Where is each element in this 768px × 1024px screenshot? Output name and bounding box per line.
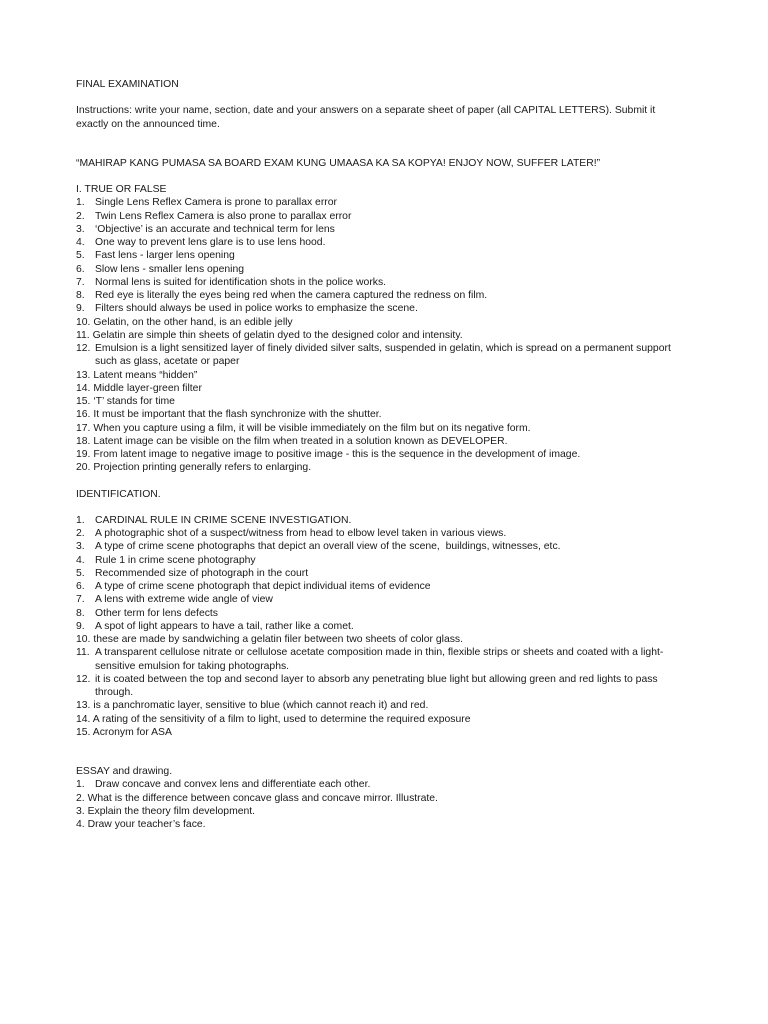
list-item	[76, 620, 696, 633]
list-item	[76, 289, 696, 302]
essay-heading: ESSAY and drawing.	[76, 766, 173, 777]
item-number: 16.	[76, 409, 91, 421]
item-number: 4.	[76, 819, 85, 830]
true-or-false-list	[76, 196, 696, 474]
item-number: 10.	[76, 634, 91, 645]
item-number: 1.	[76, 197, 85, 209]
item-text: Latent image can be visible on the film when treated in a solution known as DEVELOPER.	[93, 435, 508, 447]
item-number: 19.	[76, 449, 91, 460]
item-number: 8.	[76, 290, 85, 301]
item-number: 3.	[76, 805, 85, 817]
item-number: 4.	[76, 237, 85, 248]
list-item	[76, 673, 696, 700]
list-item	[76, 276, 696, 289]
item-text: Rule 1 in crime scene photography	[95, 554, 256, 566]
list-item	[76, 316, 696, 329]
item-text: Other term for lens defects	[95, 607, 219, 619]
item-text: Recommended size of photograph in the court	[95, 567, 309, 579]
item-number: 14.	[76, 382, 91, 394]
list-item	[76, 805, 696, 818]
item-number: 6.	[76, 581, 85, 592]
exam-document	[76, 78, 696, 831]
list-item	[76, 448, 696, 461]
list-item	[76, 196, 696, 209]
essay-list	[76, 778, 696, 831]
item-text: Middle layer-green filter	[93, 382, 202, 394]
item-text: Gelatin are simple thin sheets of gelatin dyed to the designed color and intensity.	[92, 329, 463, 341]
item-number: 17.	[76, 422, 91, 434]
item-text: Draw concave and convex lens and differentiate each other.	[95, 779, 371, 791]
list-item	[76, 249, 696, 262]
item-number: 3.	[76, 541, 85, 553]
list-item	[76, 633, 696, 646]
list-item	[76, 646, 696, 673]
item-number: 7.	[76, 276, 85, 288]
list-item	[76, 223, 696, 236]
true-or-false-heading: I. TRUE OR FALSE	[76, 184, 167, 195]
item-text: Latent means “hidden”	[93, 369, 198, 381]
item-text: When you capture using a film, it will be visible immediately on the film but on its negative form.	[93, 422, 531, 434]
list-item	[76, 210, 696, 223]
item-number: 12.	[76, 673, 91, 685]
list-item	[76, 554, 696, 567]
item-text: Emulsion is a light sensitized layer of finely divided silver salts, suspended in gelatin, which is spread on a permanent support such as glass, acetate or paper	[95, 343, 671, 368]
list-item	[76, 422, 696, 435]
item-text: Fast lens - larger lens opening	[95, 250, 235, 262]
item-number: 13.	[76, 700, 91, 712]
item-text: A rating of the sensitivity of a film to light, used to determine the required exposure	[92, 713, 471, 725]
list-item	[76, 567, 696, 580]
item-text: it is coated between the top and second layer to absorb any penetrating blue light but allowing green and red lights to pass through.	[95, 673, 658, 698]
instructions-text: Instructions: write your name, section, date and your answers on a separate sheet of paper (all CAPITAL LETTERS). Submit it exactly on the announced time.	[76, 105, 656, 130]
identification-section	[76, 488, 696, 740]
item-number: 20.	[76, 462, 91, 474]
item-number: 14.	[76, 713, 91, 725]
item-text: What is the difference between concave glass and concave mirror. Illustrate.	[87, 792, 438, 804]
item-text: is a panchromatic layer, sensitive to blue (which cannot reach it) and red.	[93, 700, 429, 712]
item-text: Twin Lens Reflex Camera is also prone to parallax error	[95, 210, 352, 222]
item-text: Single Lens Reflex Camera is prone to parallax error	[95, 197, 337, 209]
item-text: A lens with extreme wide angle of view	[95, 594, 273, 606]
item-number: 2.	[76, 210, 85, 222]
list-item	[76, 818, 696, 831]
list-item	[76, 726, 696, 739]
item-text: Projection printing generally refers to enlarging.	[93, 462, 312, 474]
item-text: A photographic shot of a suspect/witness from head to elbow level taken in various views.	[95, 528, 507, 539]
list-item	[76, 699, 696, 712]
item-number: 2.	[76, 528, 85, 539]
item-text: A spot of light appears to have a tail, rather like a comet.	[95, 620, 354, 632]
item-text: these are made by sandwiching a gelatin filer between two sheets of color glass.	[93, 634, 463, 645]
item-text: It must be important that the flash synchronize with the shutter.	[93, 409, 382, 421]
list-item	[76, 342, 696, 369]
item-number: 5.	[76, 250, 85, 262]
list-item	[76, 713, 696, 726]
item-number: 7.	[76, 594, 85, 606]
item-text: Slow lens - smaller lens opening	[95, 263, 245, 275]
item-text: From latent image to negative image to positive image - this is the sequence in the development of image.	[93, 449, 581, 460]
motivational-quote: “MAHIRAP KANG PUMASA SA BOARD EXAM KUNG UMAASA KA SA KOPYA! ENJOY NOW, SUFFER LATER!”	[76, 157, 601, 169]
item-number: 2.	[76, 792, 85, 804]
item-text: Filters should always be used in police works to emphasize the scene.	[95, 303, 418, 315]
true-or-false-section	[76, 183, 696, 475]
item-text: A type of crime scene photograph that depict individual items of evidence	[95, 581, 431, 592]
identification-list	[76, 514, 696, 739]
item-number: 8.	[76, 607, 85, 619]
list-item	[76, 792, 696, 805]
item-number: 15.	[76, 396, 91, 407]
item-text: Normal lens is suited for identification shots in the police works.	[95, 276, 387, 288]
item-number: 9.	[76, 303, 85, 315]
item-number: 12.	[76, 343, 91, 354]
list-item	[76, 302, 696, 315]
exam-title: FINAL EXAMINATION	[76, 79, 179, 90]
item-text: Acronym for ASA	[92, 726, 172, 738]
list-item	[76, 369, 696, 382]
item-number: 13.	[76, 369, 91, 381]
item-number: 1.	[76, 779, 85, 791]
item-number: 15.	[76, 726, 91, 738]
list-item	[76, 435, 696, 448]
item-text: A transparent cellulose nitrate or cellulose acetate composition made in thin, flexible strips or sheets and coated with a light-sensitive emulsion for taking photographs.	[95, 647, 664, 672]
item-text: ‘Objective’ is an accurate and technical term for lens	[95, 223, 335, 235]
list-item	[76, 514, 696, 527]
item-number: 18.	[76, 435, 91, 447]
item-text: CARDINAL RULE IN CRIME SCENE INVESTIGATION.	[95, 514, 352, 526]
identification-heading: IDENTIFICATION.	[76, 488, 161, 500]
item-number: 11.	[76, 647, 90, 659]
list-item	[76, 382, 696, 395]
list-item	[76, 778, 696, 791]
list-item	[76, 580, 696, 593]
item-number: 6.	[76, 263, 85, 275]
list-item	[76, 607, 696, 620]
item-text: ‘T’ stands for time	[93, 396, 175, 407]
list-item	[76, 395, 696, 408]
list-item	[76, 527, 696, 540]
list-item	[76, 408, 696, 421]
item-number: 11.	[76, 329, 90, 341]
list-item	[76, 593, 696, 606]
item-text: Red eye is literally the eyes being red when the camera captured the redness on film.	[95, 290, 488, 301]
item-number: 10.	[76, 316, 91, 328]
item-text: Draw your teacher’s face.	[87, 819, 206, 830]
list-item	[76, 236, 696, 249]
essay-section	[76, 765, 696, 831]
list-item	[76, 329, 696, 342]
item-text: One way to prevent lens glare is to use lens hood.	[95, 237, 326, 248]
item-text: A type of crime scene photographs that depict an overall view of the scene, buildings, witnesses, etc.	[95, 541, 561, 553]
item-number: 4.	[76, 554, 85, 566]
item-text: Explain the theory film development.	[87, 805, 256, 817]
item-number: 9.	[76, 620, 85, 632]
item-text: Gelatin, on the other hand, is an edible jelly	[93, 316, 293, 328]
item-number: 5.	[76, 567, 85, 579]
item-number: 1.	[76, 514, 85, 526]
list-item	[76, 263, 696, 276]
list-item	[76, 540, 696, 553]
item-number: 3.	[76, 223, 85, 235]
list-item	[76, 461, 696, 474]
